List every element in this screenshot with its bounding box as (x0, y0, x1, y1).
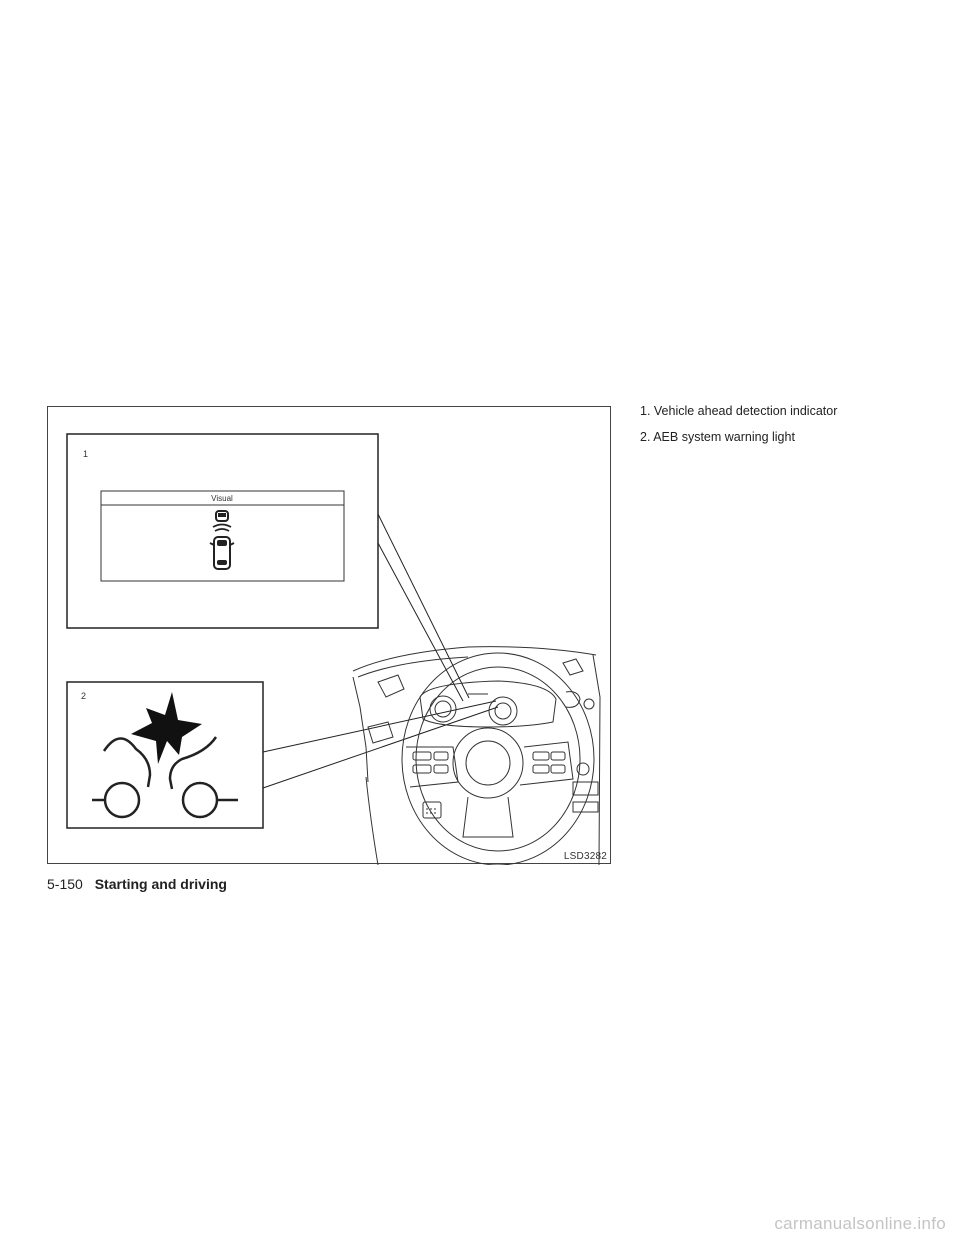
panel-2-frame (67, 682, 263, 828)
chapter-title: Starting and driving (94, 876, 227, 892)
dashboard-illustration (48, 407, 612, 865)
visual-display-header: Visual (211, 494, 233, 503)
page-footer (47, 876, 227, 892)
callout-item: 1. Vehicle ahead detection indicator (640, 404, 838, 418)
figure-code: LSD3282 (563, 851, 607, 862)
panel-1-number: 1 (83, 449, 89, 459)
steering-wheel-dashboard-drawing (353, 647, 600, 865)
illustration-figure (47, 406, 611, 864)
panel-2-number: 2 (81, 691, 87, 701)
watermark-text: carmanualsonline.info (774, 1214, 946, 1233)
callout-list (640, 402, 940, 454)
page-number: 5-150 (47, 876, 83, 892)
callout-item: 2. AEB system warning light (640, 430, 795, 444)
